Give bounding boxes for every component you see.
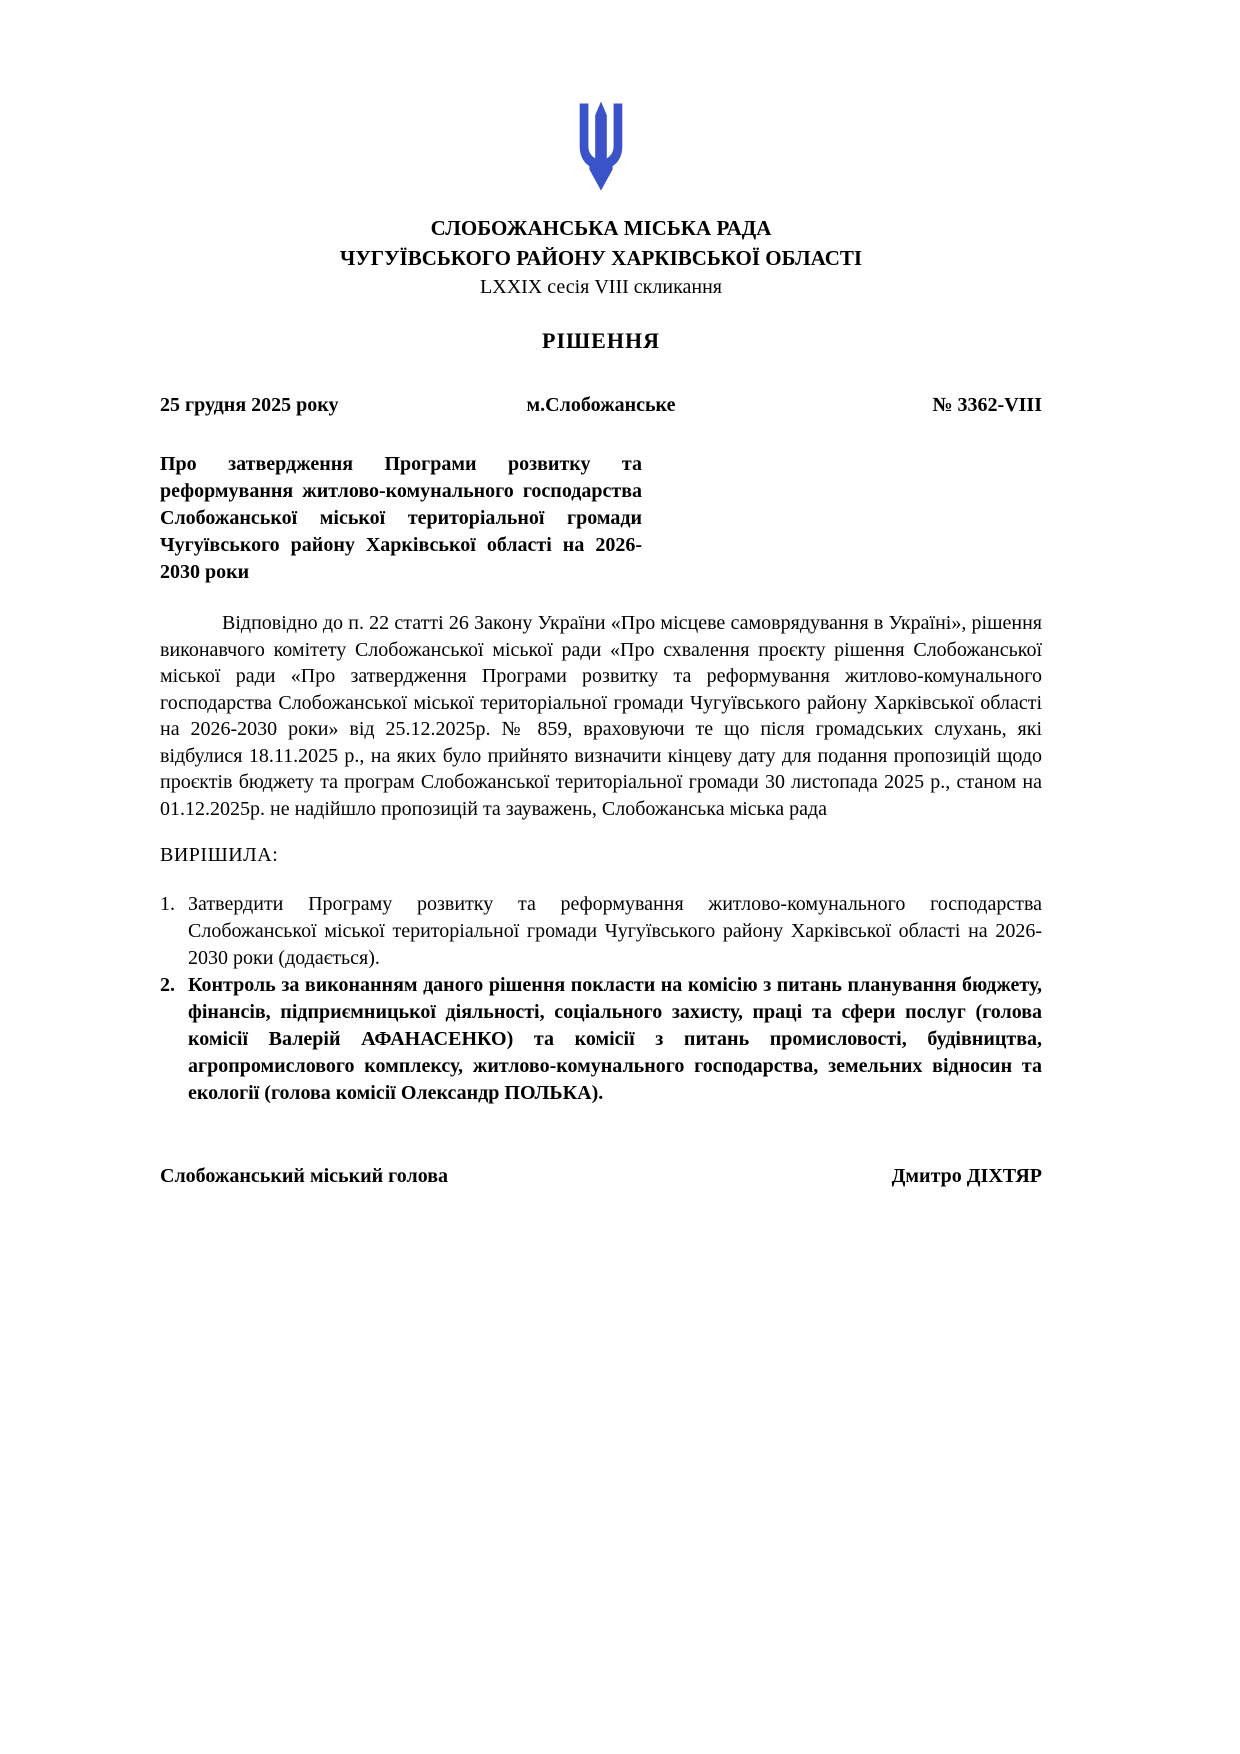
document-number: № 3362-VIII (932, 394, 1042, 416)
ukraine-trident-emblem (570, 100, 632, 196)
subject-paragraph: Про затвердження Програми розвитку та реформування житлово-комунального господарства Слобожанської міської територіальної громади Чугуївського району Харківської області на 2026-2030 роки (160, 453, 642, 583)
decision-item-1 (160, 891, 1042, 972)
org-name-line1: СЛОБОЖАНСЬКА МІСЬКА РАДА (430, 216, 772, 240)
emblem-wrap (160, 100, 1042, 201)
item-text-1: Затвердити Програму розвитку та реформування житлово-комунального господарства Слобожанської міської територіальної громади Чугуївського району Харківської області на 2026-2030 роки (додається). (188, 893, 1042, 969)
org-name-line2: ЧУГУЇВСЬКОГО РАЙОНУ ХАРКІВСЬКОЇ ОБЛАСТІ (339, 246, 863, 270)
item-number-2: 2. (160, 974, 175, 996)
document-place: м.Слобожанське (526, 394, 676, 416)
preamble-paragraph: Відповідно до п. 22 статті 26 Закону України «Про місцеве самоврядування в Україні», рішення виконавчого комітету Слобожанської міської ради «Про схвалення проєкту рішення Слобожанської міської ради «Про затвердження Програми розвитку та реформування житлово-комунального господарства Слобожанської міської територіальної громади Чугуївського району Харківської області на 2026-2030 роки» від 25.12.2025р. № 859, враховуючи те що після громадських слухань, які відбулися 18.11.2025 р., на яких було прийнято визначити кінцеву дату для подання пропозицій щодо проєктів бюджету та програм Слобожанської територіальної громади 30 листопада 2025 р., станом на 01.12.2025р. не надійшло пропозицій та зауважень, Слобожанська міська рада (160, 612, 1042, 820)
meta-row (160, 394, 1042, 417)
document-type-title: РІШЕННЯ (542, 328, 660, 353)
item-text-2: Контроль за виконанням даного рішення покласти на комісію з питань планування бюджету, фінансів, підприємницької діяльності, соціального захисту, праці та сфери послуг (голова комісії Валерій АФАНАСЕНКО) та комісії з питань промисловості, будівництва, агропромислового комплексу, житлово-комунального господарства, земельних відносин та екології (голова комісії Олександр ПОЛЬКА). (188, 974, 1042, 1104)
signature-title: Слобожанський міський голова (160, 1165, 448, 1187)
decision-item-2 (160, 972, 1042, 1107)
decision-items (160, 891, 1042, 1107)
document-date: 25 грудня 2025 року (160, 394, 339, 416)
resolved-label: ВИРІШИЛА: (160, 844, 279, 866)
signature-name: Дмитро ДІХТЯР (891, 1165, 1042, 1187)
signature-row (160, 1165, 1042, 1188)
item-number-1: 1. (160, 893, 175, 915)
session-line: LXXIX сесія VIII скликання (480, 276, 722, 298)
